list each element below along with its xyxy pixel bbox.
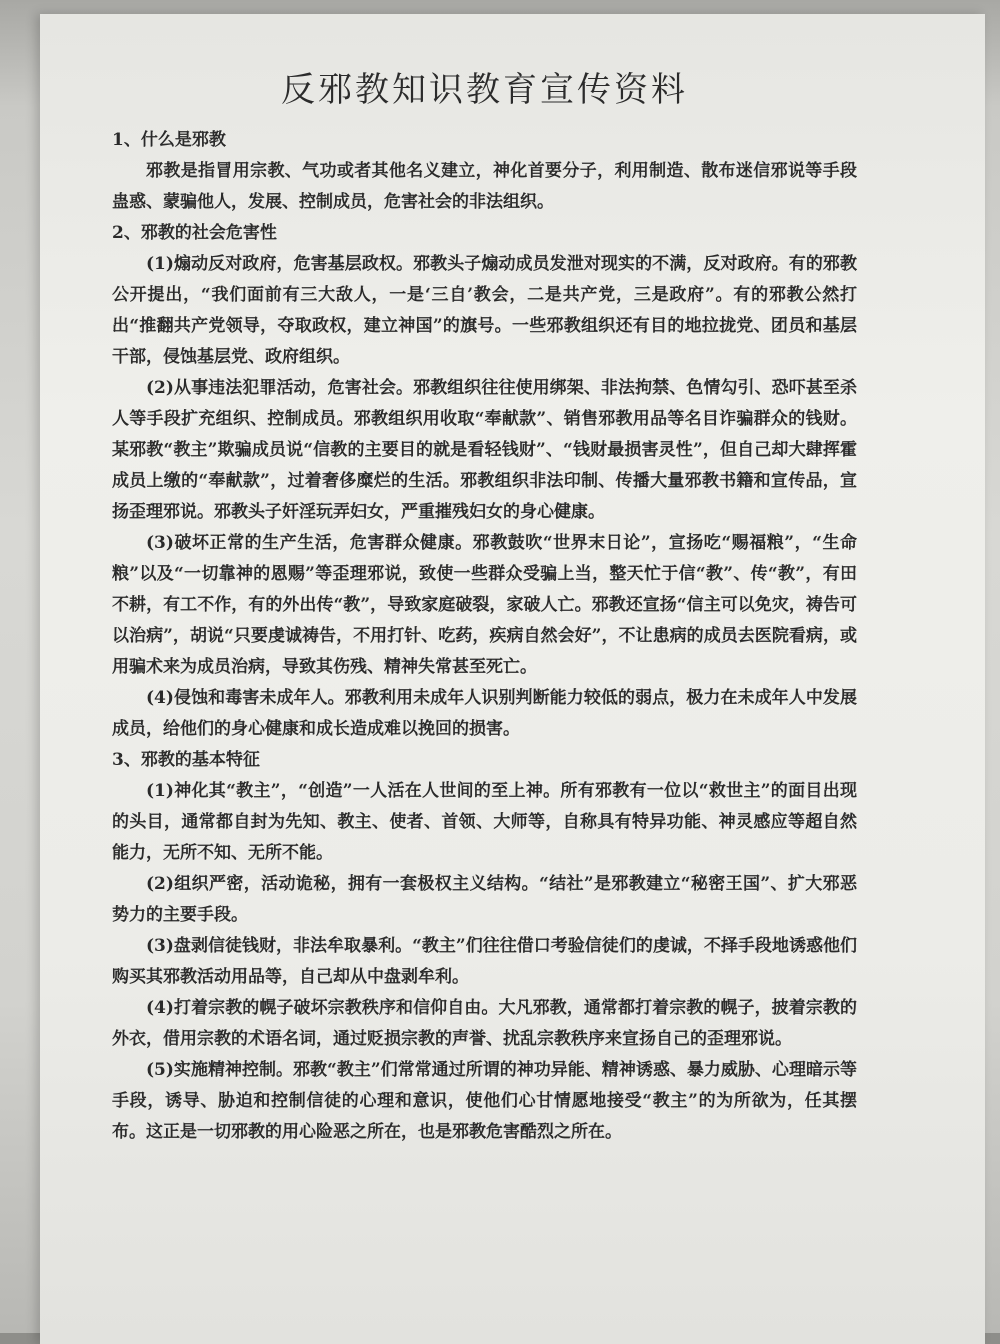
section-paragraph: (2)组织严密，活动诡秘，拥有一套极权主义结构。“结社”是邪教建立“秘密王国”、扩大邪恶势力的主要手段。: [112, 874, 857, 925]
section-paragraph: (3)盘剥信徒钱财，非法牟取暴利。“教主”们往往借口考验信徒们的虔诚，不择手段地诱惑他们购买其邪教活动用品等，自己却从中盘剥牟利。: [112, 936, 857, 987]
section-paragraph: (4)侵蚀和毒害未成年人。邪教利用未成年人识别判断能力较低的弱点，极力在未成年人中发展成员，给他们的身心健康和成长造成难以挽回的损害。: [112, 688, 857, 739]
section-paragraph: 邪教是指冒用宗教、气功或者其他名义建立，神化首要分子，利用制造、散布迷信邪说等手段蛊惑、蒙骗他人，发展、控制成员，危害社会的非法组织。: [112, 161, 857, 212]
document-body: [112, 62, 857, 1148]
section-heading: 2、邪教的社会危害性: [112, 223, 277, 243]
section-paragraph: (4)打着宗教的幌子破坏宗教秩序和信仰自由。大凡邪教，通常都打着宗教的幌子，披着宗教的外衣，借用宗教的术语名词，通过贬损宗教的声誉、扰乱宗教秩序来宣扬自己的歪理邪说。: [112, 998, 857, 1049]
section-heading: 3、邪教的基本特征: [112, 750, 260, 770]
section-paragraph: (3)破坏正常的生产生活，危害群众健康。邪教鼓吹“世界末日论”，宣扬吃“赐福粮”，“生命粮”以及“一切靠神的恩赐”等歪理邪说，致使一些群众受骗上当，整天忙于信“教”、传“教”，有田不耕，有工不作，有的外出传“教”，导致家庭破裂，家破人亡。邪教还宣扬“信主可以免灾，祷告可以治病”，胡说“只要虔诚祷告，不用打针、吃药，疾病自然会好”，不让患病的成员去医院看病，或用骗术来为成员治病，导致其伤残、精神失常甚至死亡。: [112, 533, 857, 677]
section-paragraph: (2)从事违法犯罪活动，危害社会。邪教组织往往使用绑架、非法拘禁、色情勾引、恐吓甚至杀人等手段扩充组织、控制成员。邪教组织用收取“奉献款”、销售邪教用品等名目诈骗群众的钱财。某邪教“教主”欺骗成员说“信教的主要目的就是看轻钱财”、“钱财最损害灵性”，但自己却大肆挥霍成员上缴的“奉献款”，过着奢侈糜烂的生活。邪教组织非法印制、传播大量邪教书籍和宣传品，宣扬歪理邪说。邪教头子奸淫玩弄妇女，严重摧残妇女的身心健康。: [112, 378, 857, 522]
section-paragraph: (5)实施精神控制。邪教“教主”们常常通过所谓的神功异能、精神诱惑、暴力威胁、心理暗示等手段，诱导、胁迫和控制信徒的心理和意识，使他们心甘情愿地接受“教主”的为所欲为，任其摆布。这正是一切邪教的用心险恶之所在，也是邪教危害酷烈之所在。: [112, 1060, 857, 1142]
document-title: 反邪教知识教育宣传资料: [281, 70, 688, 110]
section-paragraph: (1)煽动反对政府，危害基层政权。邪教头子煽动成员发泄对现实的不满，反对政府。有的邪教公开提出，“我们面前有三大敌人，一是‘三自’教会，二是共产党，三是政府”。有的邪教公然打出“推翻共产党领导，夺取政权，建立神国”的旗号。一些邪教组织还有目的地拉拢党、团员和基层干部，侵蚀基层党、政府组织。: [112, 254, 857, 367]
section-paragraph: (1)神化其“教主”，“创造”一人活在人世间的至上神。所有邪教有一位以“救世主”的面目出现的头目，通常都自封为先知、教主、使者、首领、大师等，自称具有特异功能、神灵感应等超自然能力，无所不知、无所不能。: [112, 781, 857, 863]
section-heading: 1、什么是邪教: [112, 130, 226, 150]
